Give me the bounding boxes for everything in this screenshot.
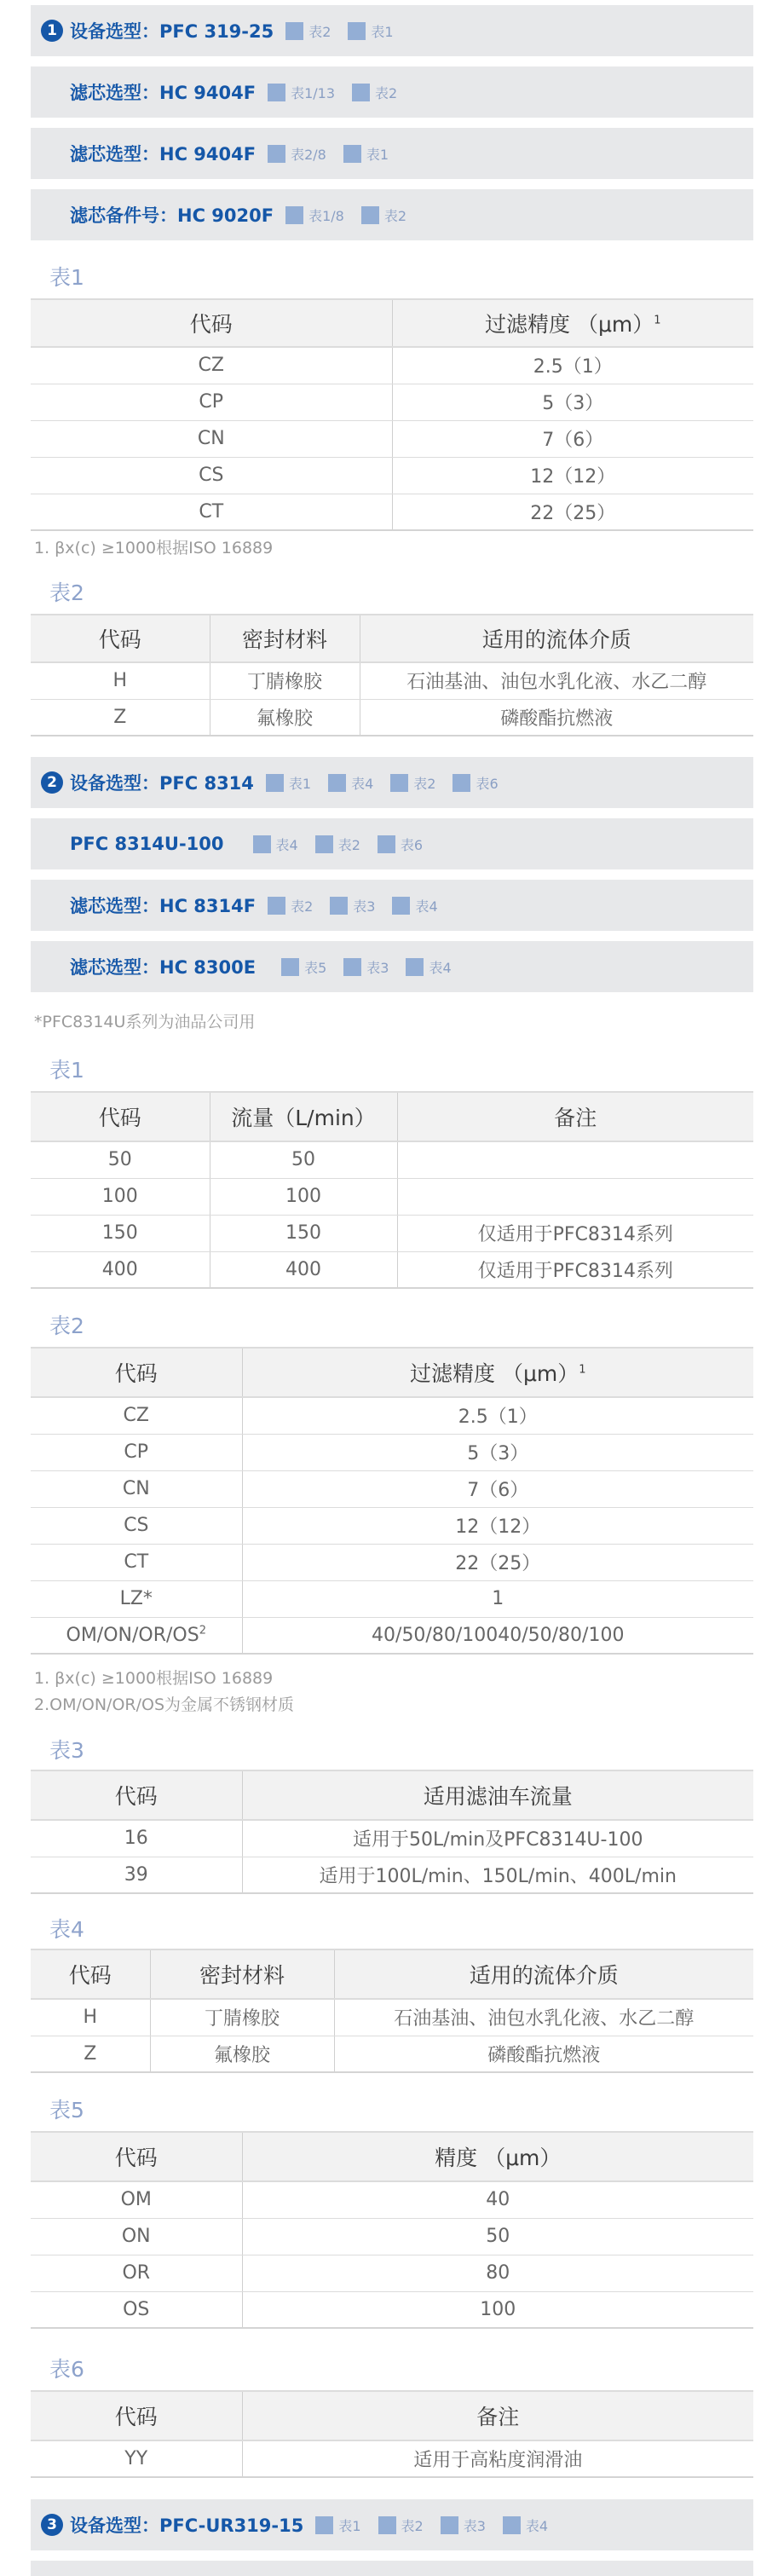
column-header: 精度 （μm）: [242, 2132, 753, 2181]
column-header: 流量（L/min）: [210, 1092, 397, 1141]
bar-title: 滤芯选型：HC 9404F: [70, 144, 257, 165]
seal-table: [31, 614, 753, 736]
ref-list: [285, 205, 424, 225]
mesh-precision-table: [31, 2131, 753, 2329]
table-ref-link[interactable]: 表3: [343, 957, 389, 977]
cart-flow-table: [31, 1770, 753, 1894]
next-bar-partial: [31, 2561, 753, 2576]
table-row: 150 150 仅适用于PFC8314系列: [31, 1215, 753, 1251]
column-header: 代码: [31, 2391, 242, 2440]
table-row: $OM/ON/OR/OS^2$ 40/50/80/10040/50/80/100: [31, 1617, 753, 1654]
bar-title: 滤芯选型：HC 8314F: [70, 896, 257, 916]
table-row: CN 7（6）: [31, 1470, 753, 1507]
ref-list: [266, 773, 516, 793]
bar-title: 设备选型：PFC 8314: [70, 773, 254, 794]
table-row: 400 400 仅适用于PFC8314系列: [31, 1251, 753, 1288]
section-number-badge: 3: [41, 2514, 63, 2536]
table-ref-link[interactable]: 表2: [378, 2515, 424, 2535]
ref-square-icon: [268, 84, 285, 101]
ref-square-icon: [390, 774, 408, 792]
table-ref-link[interactable]: 表2: [268, 896, 313, 915]
column-header: 代码: [31, 299, 392, 347]
table-label: 表3: [49, 1738, 84, 1763]
table-ref-link[interactable]: 表1/13: [268, 83, 335, 102]
ref-square-icon: [406, 958, 424, 976]
ref-list: [268, 144, 406, 164]
table-row: YY 适用于高粘度润滑油: [31, 2440, 753, 2477]
table-row: 16 适用于50L/min及PFC8314U-100: [31, 1820, 753, 1857]
table-ref-link[interactable]: 表4: [328, 773, 373, 793]
table-ref-link[interactable]: 表1/8: [285, 205, 344, 225]
table-row: CZ 2.5（1）: [31, 1397, 753, 1434]
table-ref-link[interactable]: 表1: [343, 144, 389, 164]
table-row: OM 40: [31, 2181, 753, 2218]
table-ref-link[interactable]: 表6: [453, 773, 498, 793]
bar-title: 滤芯选型：HC 9404F: [70, 83, 257, 103]
ref-square-icon: [253, 835, 271, 853]
bar-title: PFC 8314U-100: [70, 834, 224, 854]
ref-square-icon: [266, 774, 284, 792]
table-ref-link[interactable]: 表5: [281, 957, 326, 977]
column-header: 代码: [31, 1770, 242, 1820]
bar-title: 设备选型：PFC 319-25: [70, 21, 274, 42]
ref-square-icon: [268, 145, 285, 163]
section-number-badge: 1: [41, 20, 63, 42]
column-header: 代码: [31, 2132, 242, 2181]
table-ref-link[interactable]: 表2: [361, 205, 406, 225]
table-label: 表5: [49, 2098, 84, 2123]
column-header: 代码: [31, 1348, 242, 1397]
column-header: 备注: [397, 1092, 753, 1141]
section1-filter-bar-2: [31, 128, 753, 179]
table-row: Z 氟橡胶 磷酸酯抗燃液: [31, 2036, 753, 2072]
bar-title: 滤芯选型：HC 8300E: [70, 957, 257, 978]
column-header: 过滤精度 $(\mu m)^1$: [392, 299, 753, 347]
ref-square-icon: [378, 835, 395, 853]
table-row: H 丁腈橡胶 石油基油、油包水乳化液、水乙二醇: [31, 1999, 753, 2036]
precision-table: [31, 1347, 753, 1655]
ref-square-icon: [352, 84, 370, 101]
table-ref-link[interactable]: 表4: [503, 2515, 548, 2535]
ref-square-icon: [348, 22, 366, 40]
table-row: 50 50: [31, 1141, 753, 1178]
bar-title: 滤芯备件号：HC 9020F: [70, 205, 274, 226]
table-row: H 丁腈橡胶 石油基油、油包水乳化液、水乙二醇: [31, 662, 753, 699]
table-ref-link[interactable]: 表6: [378, 835, 423, 854]
ref-square-icon: [330, 897, 348, 915]
table-ref-link[interactable]: 表1: [315, 2515, 360, 2535]
bar-title: 设备选型：PFC-UR319-15: [70, 2515, 304, 2536]
footnote: 2.OM/ON/OR/OS为金属不锈钢材质: [34, 1695, 295, 1714]
ref-list: [315, 2515, 565, 2535]
ref-square-icon: [343, 145, 361, 163]
table-ref-link[interactable]: 表2: [352, 83, 397, 102]
section2-filter-bar-1: [31, 880, 753, 931]
ref-square-icon: [392, 897, 410, 915]
table-row: 100 100: [31, 1178, 753, 1215]
intro-note: *PFC8314U系列为油品公司用: [34, 1013, 256, 1031]
section2-device-bar: [31, 757, 753, 808]
ref-square-icon: [503, 2516, 521, 2534]
ref-square-icon: [441, 2516, 458, 2534]
table-ref-link[interactable]: 表2: [285, 21, 331, 41]
ref-list: [281, 957, 469, 977]
table-label: 表6: [49, 2357, 84, 2382]
ref-square-icon: [453, 774, 470, 792]
column-header: 代码: [31, 1092, 210, 1141]
table-row: CP 5（3）: [31, 1434, 753, 1470]
table-ref-link[interactable]: 表1: [348, 21, 393, 41]
precision-table: [31, 298, 753, 531]
column-header: 适用的流体介质: [360, 615, 753, 662]
column-header: 备注: [242, 2391, 753, 2440]
section3-device-bar: [31, 2499, 753, 2550]
column-header: 代码: [31, 1949, 150, 1999]
remark-table: [31, 2390, 753, 2478]
ref-square-icon: [315, 2516, 333, 2534]
table-label: 表2: [49, 1314, 84, 1338]
section-number-badge: 2: [41, 771, 63, 794]
ref-square-icon: [328, 774, 346, 792]
table-ref-link[interactable]: 表2: [315, 835, 360, 854]
table-row: OR 80: [31, 2255, 753, 2291]
table-row: LZ* 1: [31, 1580, 753, 1617]
ref-list: [253, 835, 441, 854]
table-ref-link[interactable]: 表4: [392, 896, 437, 915]
ref-square-icon: [285, 22, 303, 40]
table-row: CN 7（6）: [31, 420, 753, 457]
ref-square-icon: [268, 897, 285, 915]
table-row: ON 50: [31, 2218, 753, 2255]
section1-spare-bar: [31, 189, 753, 240]
table-ref-link[interactable]: 表4: [253, 835, 298, 854]
ref-square-icon: [378, 2516, 396, 2534]
column-header: 密封材料: [150, 1949, 334, 1999]
table-label: 表2: [49, 580, 84, 605]
section2-u100-bar: [31, 818, 753, 869]
section1-device-bar: [31, 5, 753, 56]
ref-list: [268, 83, 414, 102]
column-header: 密封材料: [210, 615, 360, 662]
table-ref-link[interactable]: 表3: [330, 896, 375, 915]
ref-square-icon: [281, 958, 299, 976]
table-ref-link[interactable]: 表4: [406, 957, 451, 977]
table-ref-link[interactable]: 表2: [390, 773, 435, 793]
seal-table: [31, 1949, 753, 2073]
ref-square-icon: [315, 835, 333, 853]
table-row: CS 12（12）: [31, 457, 753, 494]
table-row: Z 氟橡胶 磷酸酯抗燃液: [31, 699, 753, 736]
ref-list: [268, 896, 455, 915]
table-row: CT 22（25）: [31, 1544, 753, 1580]
ref-square-icon: [285, 206, 303, 224]
footnote: 1. βx(c) ≥1000根据ISO 16889: [34, 539, 274, 557]
column-header: 适用的流体介质: [334, 1949, 753, 1999]
table-row: OS 100: [31, 2291, 753, 2328]
table-label: 表1: [49, 265, 84, 290]
table-row: CP 5（3）: [31, 384, 753, 420]
flow-table: [31, 1091, 753, 1289]
column-header: 代码: [31, 615, 210, 662]
ref-square-icon: [361, 206, 379, 224]
table-row: CZ 2.5（1）: [31, 347, 753, 384]
table-ref-link[interactable]: 表2/8: [268, 144, 326, 164]
ref-square-icon: [343, 958, 361, 976]
table-label: 表1: [49, 1058, 84, 1083]
section2-filter-bar-2: [31, 941, 753, 992]
column-header: 适用滤油车流量: [242, 1770, 753, 1820]
table-row: CT 22（25）: [31, 494, 753, 530]
table-row: CS 12（12）: [31, 1507, 753, 1544]
footnote: 1. βx(c) ≥1000根据ISO 16889: [34, 1669, 274, 1688]
column-header: 过滤精度 $(\mu m)^1$: [242, 1348, 753, 1397]
table-ref-link[interactable]: 表3: [441, 2515, 486, 2535]
table-row: 39 适用于100L/min、150L/min、400L/min: [31, 1857, 753, 1893]
section1-filter-bar-1: [31, 66, 753, 118]
table-label: 表4: [49, 1917, 84, 1942]
table-ref-link[interactable]: 表1: [266, 773, 311, 793]
ref-list: [285, 21, 410, 41]
